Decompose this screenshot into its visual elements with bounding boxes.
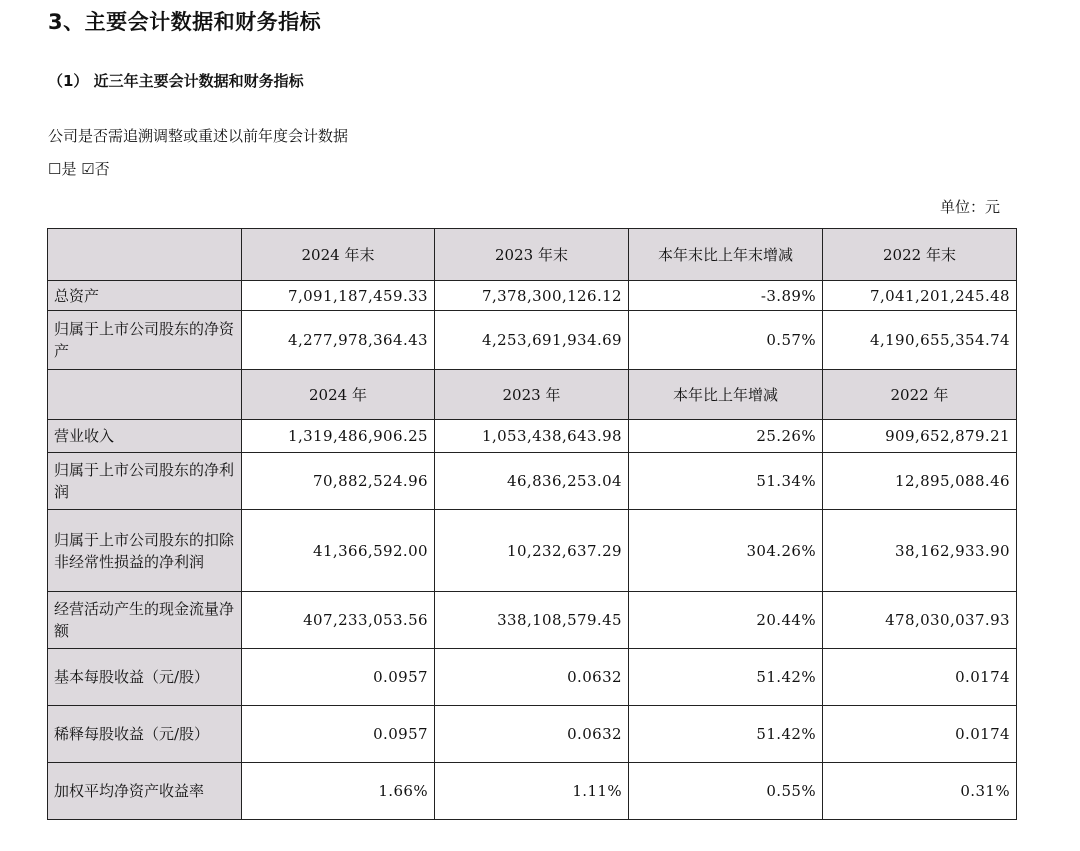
value-cell: 46,836,253.04 — [435, 453, 629, 510]
row-label: 归属于上市公司股东的扣除非经常性损益的净利润 — [48, 510, 242, 592]
subsection-title: （1） 近三年主要会计数据和财务指标 — [48, 72, 304, 90]
row-label: 营业收入 — [48, 420, 242, 453]
header-cell: 2023 年 — [435, 370, 629, 420]
value-cell: 0.0957 — [242, 706, 435, 763]
table-header-row — [48, 229, 1017, 281]
value-cell: 0.0957 — [242, 649, 435, 706]
restatement-question: 公司是否需追溯调整或重述以前年度会计数据 — [48, 127, 349, 145]
header-corner-cell — [48, 229, 242, 281]
value-cell: 1.66% — [242, 763, 435, 820]
value-cell: 4,253,691,934.69 — [435, 311, 629, 370]
unit-label: 单位：元 — [939, 198, 1000, 216]
value-cell: 1,053,438,643.98 — [435, 420, 629, 453]
value-cell: 25.26% — [629, 420, 823, 453]
value-cell: 51.42% — [629, 649, 823, 706]
value-cell: 0.55% — [629, 763, 823, 820]
value-cell: 478,030,037.93 — [823, 592, 1017, 649]
financial-indicators-table — [47, 228, 1017, 820]
table-row — [48, 592, 1017, 649]
table-row — [48, 453, 1017, 510]
header-cell: 本年比上年增减 — [629, 370, 823, 420]
table-row — [48, 706, 1017, 763]
table-row — [48, 510, 1017, 592]
row-label: 经营活动产生的现金流量净额 — [48, 592, 242, 649]
header-cell: 2023 年末 — [435, 229, 629, 281]
table-row — [48, 311, 1017, 370]
row-label: 归属于上市公司股东的净利润 — [48, 453, 242, 510]
table-row — [48, 649, 1017, 706]
header-corner-cell — [48, 370, 242, 420]
value-cell: 10,232,637.29 — [435, 510, 629, 592]
value-cell: 338,108,579.45 — [435, 592, 629, 649]
value-cell: 0.0632 — [435, 649, 629, 706]
value-cell: 7,041,201,245.48 — [823, 281, 1017, 311]
value-cell: 0.0174 — [823, 649, 1017, 706]
row-label: 基本每股收益（元/股） — [48, 649, 242, 706]
value-cell: 1.11% — [435, 763, 629, 820]
header-cell: 本年末比上年末增减 — [629, 229, 823, 281]
value-cell: -3.89% — [629, 281, 823, 311]
value-cell: 0.31% — [823, 763, 1017, 820]
value-cell: 4,190,655,354.74 — [823, 311, 1017, 370]
value-cell: 51.42% — [629, 706, 823, 763]
table-header-row — [48, 370, 1017, 420]
table-row — [48, 763, 1017, 820]
value-cell: 1,319,486,906.25 — [242, 420, 435, 453]
value-cell: 0.0632 — [435, 706, 629, 763]
table-row — [48, 281, 1017, 311]
value-cell: 70,882,524.96 — [242, 453, 435, 510]
value-cell: 7,091,187,459.33 — [242, 281, 435, 311]
row-label: 加权平均净资产收益率 — [48, 763, 242, 820]
value-cell: 12,895,088.46 — [823, 453, 1017, 510]
section-title: 3、主要会计数据和财务指标 — [48, 10, 322, 34]
restatement-checkbox-line: ☐是 ☑否 — [48, 160, 110, 178]
value-cell: 304.26% — [629, 510, 823, 592]
value-cell: 0.0174 — [823, 706, 1017, 763]
row-label: 总资产 — [48, 281, 242, 311]
row-label: 归属于上市公司股东的净资产 — [48, 311, 242, 370]
value-cell: 4,277,978,364.43 — [242, 311, 435, 370]
header-cell: 2024 年末 — [242, 229, 435, 281]
row-label: 稀释每股收益（元/股） — [48, 706, 242, 763]
table-row — [48, 420, 1017, 453]
header-cell: 2022 年末 — [823, 229, 1017, 281]
value-cell: 407,233,053.56 — [242, 592, 435, 649]
value-cell: 20.44% — [629, 592, 823, 649]
value-cell: 51.34% — [629, 453, 823, 510]
value-cell: 38,162,933.90 — [823, 510, 1017, 592]
value-cell: 0.57% — [629, 311, 823, 370]
value-cell: 41,366,592.00 — [242, 510, 435, 592]
header-cell: 2024 年 — [242, 370, 435, 420]
value-cell: 909,652,879.21 — [823, 420, 1017, 453]
value-cell: 7,378,300,126.12 — [435, 281, 629, 311]
header-cell: 2022 年 — [823, 370, 1017, 420]
